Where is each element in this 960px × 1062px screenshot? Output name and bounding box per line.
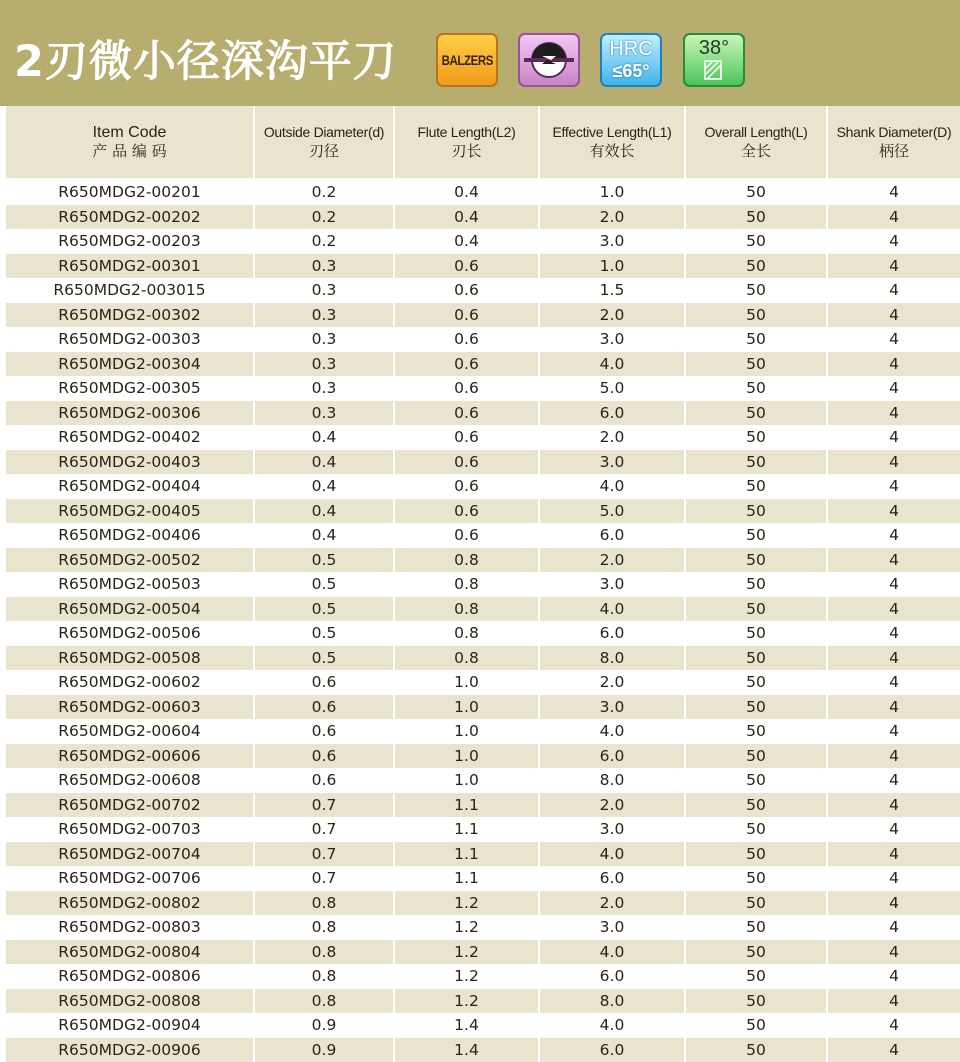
cell-flute-length: 0.4 xyxy=(393,229,538,254)
hardness-value: ≤65° xyxy=(602,60,660,82)
cell-shank-diameter: 4 xyxy=(826,670,960,695)
table-row xyxy=(0,866,960,891)
table-body xyxy=(0,180,960,1062)
cell-flute-length: 0.6 xyxy=(393,499,538,524)
cell-shank-diameter: 4 xyxy=(826,891,960,916)
cell-flute-length: 0.6 xyxy=(393,401,538,426)
cell-outside-diameter: 0.4 xyxy=(253,425,393,450)
cell-outside-diameter: 0.7 xyxy=(253,817,393,842)
cell-flute-length: 0.8 xyxy=(393,621,538,646)
table-row xyxy=(0,891,960,916)
column-header-en: Outside Diameter(d) xyxy=(255,123,393,142)
cell-effective-length: 5.0 xyxy=(538,376,684,401)
table-row xyxy=(0,401,960,426)
cell-flute-length: 0.6 xyxy=(393,523,538,548)
cell-outside-diameter: 0.8 xyxy=(253,989,393,1014)
cell-shank-diameter: 4 xyxy=(826,768,960,793)
cell-shank-diameter: 4 xyxy=(826,646,960,671)
cell-item-code: R650MDG2-00405 xyxy=(0,499,253,524)
table-row xyxy=(0,744,960,769)
column-header-en: Shank Diameter(D) xyxy=(828,123,960,142)
cell-overall-length: 50 xyxy=(684,1013,826,1038)
cell-shank-diameter: 4 xyxy=(826,278,960,303)
helix-angle-value: 38° xyxy=(685,37,743,59)
cell-flute-length: 1.0 xyxy=(393,744,538,769)
cell-shank-diameter: 4 xyxy=(826,695,960,720)
cell-outside-diameter: 0.5 xyxy=(253,597,393,622)
cell-outside-diameter: 0.6 xyxy=(253,719,393,744)
hardness-badge xyxy=(600,33,662,87)
table-row xyxy=(0,278,960,303)
cell-shank-diameter: 4 xyxy=(826,719,960,744)
cell-overall-length: 50 xyxy=(684,940,826,965)
cell-effective-length: 4.0 xyxy=(538,474,684,499)
cell-effective-length: 2.0 xyxy=(538,425,684,450)
cell-overall-length: 50 xyxy=(684,597,826,622)
table-row xyxy=(0,499,960,524)
table-header-row xyxy=(0,106,960,180)
cell-shank-diameter: 4 xyxy=(826,940,960,965)
cell-flute-length: 0.6 xyxy=(393,425,538,450)
cell-flute-length: 0.6 xyxy=(393,450,538,475)
cell-item-code: R650MDG2-00603 xyxy=(0,695,253,720)
table-row xyxy=(0,523,960,548)
cell-outside-diameter: 0.4 xyxy=(253,450,393,475)
cell-flute-length: 1.0 xyxy=(393,768,538,793)
table-row xyxy=(0,376,960,401)
cell-shank-diameter: 4 xyxy=(826,254,960,279)
cell-effective-length: 1.0 xyxy=(538,254,684,279)
column-header-cn: 有效长 xyxy=(540,142,684,161)
cell-overall-length: 50 xyxy=(684,278,826,303)
cell-effective-length: 3.0 xyxy=(538,450,684,475)
cell-shank-diameter: 4 xyxy=(826,744,960,769)
cell-shank-diameter: 4 xyxy=(826,499,960,524)
cell-overall-length: 50 xyxy=(684,866,826,891)
table-row xyxy=(0,842,960,867)
cell-overall-length: 50 xyxy=(684,474,826,499)
cell-overall-length: 50 xyxy=(684,376,826,401)
cell-shank-diameter: 4 xyxy=(826,352,960,377)
cell-outside-diameter: 0.5 xyxy=(253,646,393,671)
cell-item-code: R650MDG2-00506 xyxy=(0,621,253,646)
cell-outside-diameter: 0.3 xyxy=(253,352,393,377)
cell-flute-length: 0.8 xyxy=(393,548,538,573)
cell-flute-length: 1.1 xyxy=(393,866,538,891)
column-header-effective-length xyxy=(538,106,684,180)
table-row xyxy=(0,621,960,646)
cell-overall-length: 50 xyxy=(684,1038,826,1062)
cell-overall-length: 50 xyxy=(684,425,826,450)
table-row xyxy=(0,695,960,720)
table-row xyxy=(0,254,960,279)
helix-angle-icon xyxy=(685,35,743,85)
cell-outside-diameter: 0.7 xyxy=(253,842,393,867)
cell-effective-length: 4.0 xyxy=(538,842,684,867)
column-header-en: Overall Length(L) xyxy=(686,123,826,142)
cell-overall-length: 50 xyxy=(684,842,826,867)
cell-effective-length: 6.0 xyxy=(538,964,684,989)
helix-angle-badge xyxy=(683,33,745,87)
column-header-cn: 刃长 xyxy=(395,142,538,161)
cell-item-code: R650MDG2-00702 xyxy=(0,793,253,818)
cell-item-code: R650MDG2-00704 xyxy=(0,842,253,867)
cell-shank-diameter: 4 xyxy=(826,401,960,426)
cell-shank-diameter: 4 xyxy=(826,548,960,573)
cell-flute-length: 0.6 xyxy=(393,474,538,499)
cell-overall-length: 50 xyxy=(684,229,826,254)
cell-effective-length: 2.0 xyxy=(538,670,684,695)
cell-effective-length: 4.0 xyxy=(538,597,684,622)
cell-effective-length: 4.0 xyxy=(538,352,684,377)
column-header-flute-length xyxy=(393,106,538,180)
cell-flute-length: 1.0 xyxy=(393,719,538,744)
cell-effective-length: 6.0 xyxy=(538,1038,684,1062)
cell-shank-diameter: 4 xyxy=(826,303,960,328)
table-row xyxy=(0,474,960,499)
cell-outside-diameter: 0.5 xyxy=(253,572,393,597)
column-header-en: Effective Length(L1) xyxy=(540,123,684,142)
cell-overall-length: 50 xyxy=(684,450,826,475)
table-row xyxy=(0,597,960,622)
cell-shank-diameter: 4 xyxy=(826,523,960,548)
cell-outside-diameter: 0.8 xyxy=(253,915,393,940)
cell-shank-diameter: 4 xyxy=(826,205,960,230)
cell-effective-length: 6.0 xyxy=(538,401,684,426)
cell-outside-diameter: 0.3 xyxy=(253,376,393,401)
cell-item-code: R650MDG2-00301 xyxy=(0,254,253,279)
cell-flute-length: 1.2 xyxy=(393,964,538,989)
product-spec-table xyxy=(0,106,960,1062)
cell-flute-length: 0.6 xyxy=(393,278,538,303)
cell-outside-diameter: 0.7 xyxy=(253,866,393,891)
cell-flute-length: 1.4 xyxy=(393,1038,538,1062)
table-row xyxy=(0,1013,960,1038)
flat-end-mill-badge xyxy=(518,33,580,87)
cell-flute-length: 1.0 xyxy=(393,695,538,720)
cell-flute-length: 1.0 xyxy=(393,670,538,695)
table-row xyxy=(0,572,960,597)
cell-outside-diameter: 0.9 xyxy=(253,1038,393,1062)
column-header-cn: 全长 xyxy=(686,142,826,161)
cell-item-code: R650MDG2-00604 xyxy=(0,719,253,744)
cell-item-code: R650MDG2-00503 xyxy=(0,572,253,597)
cell-effective-length: 2.0 xyxy=(538,793,684,818)
cell-effective-length: 2.0 xyxy=(538,548,684,573)
table-row xyxy=(0,303,960,328)
table-row xyxy=(0,180,960,205)
cell-outside-diameter: 0.3 xyxy=(253,278,393,303)
cell-shank-diameter: 4 xyxy=(826,327,960,352)
cell-overall-length: 50 xyxy=(684,989,826,1014)
column-header-item-code xyxy=(0,106,253,180)
cell-item-code: R650MDG2-00303 xyxy=(0,327,253,352)
cell-item-code: R650MDG2-00804 xyxy=(0,940,253,965)
table-row xyxy=(0,964,960,989)
table-row xyxy=(0,327,960,352)
cell-overall-length: 50 xyxy=(684,523,826,548)
cell-flute-length: 1.2 xyxy=(393,915,538,940)
cell-overall-length: 50 xyxy=(684,646,826,671)
cell-item-code: R650MDG2-00703 xyxy=(0,817,253,842)
table-row xyxy=(0,719,960,744)
cell-effective-length: 3.0 xyxy=(538,229,684,254)
cell-shank-diameter: 4 xyxy=(826,597,960,622)
cell-outside-diameter: 0.4 xyxy=(253,499,393,524)
cell-flute-length: 0.8 xyxy=(393,597,538,622)
cell-shank-diameter: 4 xyxy=(826,425,960,450)
cell-item-code: R650MDG2-00406 xyxy=(0,523,253,548)
cell-item-code: R650MDG2-00808 xyxy=(0,989,253,1014)
cell-shank-diameter: 4 xyxy=(826,793,960,818)
cell-item-code: R650MDG2-00304 xyxy=(0,352,253,377)
cell-shank-diameter: 4 xyxy=(826,572,960,597)
cell-shank-diameter: 4 xyxy=(826,989,960,1014)
cell-item-code: R650MDG2-00803 xyxy=(0,915,253,940)
table-row xyxy=(0,450,960,475)
cell-shank-diameter: 4 xyxy=(826,376,960,401)
cell-outside-diameter: 0.4 xyxy=(253,523,393,548)
cell-effective-length: 3.0 xyxy=(538,695,684,720)
cell-item-code: R650MDG2-00606 xyxy=(0,744,253,769)
cell-flute-length: 0.4 xyxy=(393,180,538,205)
cell-effective-length: 6.0 xyxy=(538,744,684,769)
cell-flute-length: 0.8 xyxy=(393,646,538,671)
cell-overall-length: 50 xyxy=(684,915,826,940)
cell-flute-length: 1.1 xyxy=(393,793,538,818)
cell-item-code: R650MDG2-00202 xyxy=(0,205,253,230)
cell-overall-length: 50 xyxy=(684,327,826,352)
column-header-cn: 柄径 xyxy=(828,142,960,161)
table-row xyxy=(0,768,960,793)
column-header-shank-diameter xyxy=(826,106,960,180)
cell-flute-length: 1.2 xyxy=(393,940,538,965)
cell-item-code: R650MDG2-00802 xyxy=(0,891,253,916)
cell-effective-length: 1.0 xyxy=(538,180,684,205)
cell-overall-length: 50 xyxy=(684,817,826,842)
cell-shank-diameter: 4 xyxy=(826,866,960,891)
hardness-label: HRC xyxy=(602,38,660,60)
cell-overall-length: 50 xyxy=(684,303,826,328)
cell-item-code: R650MDG2-00706 xyxy=(0,866,253,891)
cell-overall-length: 50 xyxy=(684,891,826,916)
cell-outside-diameter: 0.4 xyxy=(253,474,393,499)
table-row xyxy=(0,646,960,671)
balzers-coating-badge xyxy=(436,33,498,87)
cell-item-code: R650MDG2-00904 xyxy=(0,1013,253,1038)
cell-shank-diameter: 4 xyxy=(826,817,960,842)
cell-outside-diameter: 0.8 xyxy=(253,891,393,916)
table-row xyxy=(0,670,960,695)
cell-overall-length: 50 xyxy=(684,254,826,279)
page-title: 2刃微小径深沟平刀 xyxy=(14,36,397,88)
cell-effective-length: 8.0 xyxy=(538,768,684,793)
cell-overall-length: 50 xyxy=(684,719,826,744)
column-header-outside-diameter xyxy=(253,106,393,180)
balzers-label: BALZERS xyxy=(441,52,492,68)
flat-end-mill-icon xyxy=(520,35,578,85)
cell-effective-length: 2.0 xyxy=(538,891,684,916)
cell-effective-length: 2.0 xyxy=(538,205,684,230)
cell-item-code: R650MDG2-00906 xyxy=(0,1038,253,1062)
cell-shank-diameter: 4 xyxy=(826,450,960,475)
cell-shank-diameter: 4 xyxy=(826,1013,960,1038)
cell-item-code: R650MDG2-00403 xyxy=(0,450,253,475)
cell-overall-length: 50 xyxy=(684,499,826,524)
cell-flute-length: 0.4 xyxy=(393,205,538,230)
cell-effective-length: 6.0 xyxy=(538,523,684,548)
cell-flute-length: 0.6 xyxy=(393,303,538,328)
column-header-cn: 产 品 编 码 xyxy=(6,142,253,161)
table-row xyxy=(0,425,960,450)
cell-overall-length: 50 xyxy=(684,621,826,646)
cell-outside-diameter: 0.6 xyxy=(253,695,393,720)
cell-outside-diameter: 0.6 xyxy=(253,768,393,793)
cell-effective-length: 8.0 xyxy=(538,989,684,1014)
cell-outside-diameter: 0.9 xyxy=(253,1013,393,1038)
cell-overall-length: 50 xyxy=(684,548,826,573)
cell-shank-diameter: 4 xyxy=(826,180,960,205)
cell-item-code: R650MDG2-00201 xyxy=(0,180,253,205)
cell-flute-length: 0.6 xyxy=(393,254,538,279)
cell-item-code: R650MDG2-00608 xyxy=(0,768,253,793)
cell-outside-diameter: 0.2 xyxy=(253,229,393,254)
cell-effective-length: 8.0 xyxy=(538,646,684,671)
table-row xyxy=(0,352,960,377)
cell-overall-length: 50 xyxy=(684,205,826,230)
cell-overall-length: 50 xyxy=(684,572,826,597)
cell-item-code: R650MDG2-00502 xyxy=(0,548,253,573)
cell-outside-diameter: 0.3 xyxy=(253,303,393,328)
column-header-en: Item Code xyxy=(6,123,253,142)
cell-shank-diameter: 4 xyxy=(826,474,960,499)
cell-effective-length: 1.5 xyxy=(538,278,684,303)
cell-item-code: R650MDG2-00602 xyxy=(0,670,253,695)
cell-outside-diameter: 0.8 xyxy=(253,964,393,989)
cell-flute-length: 0.6 xyxy=(393,327,538,352)
cell-effective-length: 3.0 xyxy=(538,817,684,842)
cell-item-code: R650MDG2-00203 xyxy=(0,229,253,254)
cell-flute-length: 1.2 xyxy=(393,989,538,1014)
cell-item-code: R650MDG2-00508 xyxy=(0,646,253,671)
cell-overall-length: 50 xyxy=(684,401,826,426)
table-row xyxy=(0,548,960,573)
cell-overall-length: 50 xyxy=(684,352,826,377)
column-header-en: Flute Length(L2) xyxy=(395,123,538,142)
column-header-overall-length xyxy=(684,106,826,180)
cell-shank-diameter: 4 xyxy=(826,229,960,254)
table-row xyxy=(0,989,960,1014)
cell-outside-diameter: 0.6 xyxy=(253,744,393,769)
cell-flute-length: 0.6 xyxy=(393,352,538,377)
header-band xyxy=(0,0,960,106)
cell-flute-length: 0.8 xyxy=(393,572,538,597)
cell-flute-length: 1.4 xyxy=(393,1013,538,1038)
cell-overall-length: 50 xyxy=(684,964,826,989)
cell-item-code: R650MDG2-00402 xyxy=(0,425,253,450)
cell-effective-length: 3.0 xyxy=(538,327,684,352)
table-row xyxy=(0,1038,960,1062)
cell-outside-diameter: 0.2 xyxy=(253,205,393,230)
cell-overall-length: 50 xyxy=(684,768,826,793)
table-row xyxy=(0,229,960,254)
cell-outside-diameter: 0.7 xyxy=(253,793,393,818)
cell-flute-length: 1.1 xyxy=(393,817,538,842)
cell-outside-diameter: 0.3 xyxy=(253,401,393,426)
table-row xyxy=(0,205,960,230)
cell-effective-length: 5.0 xyxy=(538,499,684,524)
column-header-cn: 刃径 xyxy=(255,142,393,161)
cell-item-code: R650MDG2-00302 xyxy=(0,303,253,328)
cell-effective-length: 4.0 xyxy=(538,719,684,744)
cell-effective-length: 6.0 xyxy=(538,866,684,891)
cell-overall-length: 50 xyxy=(684,744,826,769)
cell-item-code: R650MDG2-00504 xyxy=(0,597,253,622)
cell-shank-diameter: 4 xyxy=(826,1038,960,1062)
cell-outside-diameter: 0.5 xyxy=(253,621,393,646)
cell-shank-diameter: 4 xyxy=(826,621,960,646)
cell-flute-length: 1.2 xyxy=(393,891,538,916)
cell-effective-length: 6.0 xyxy=(538,621,684,646)
cell-flute-length: 1.1 xyxy=(393,842,538,867)
cell-item-code: R650MDG2-00404 xyxy=(0,474,253,499)
cell-item-code: R650MDG2-003015 xyxy=(0,278,253,303)
cell-effective-length: 2.0 xyxy=(538,303,684,328)
table-row xyxy=(0,793,960,818)
cell-outside-diameter: 0.5 xyxy=(253,548,393,573)
cell-flute-length: 0.6 xyxy=(393,376,538,401)
cell-shank-diameter: 4 xyxy=(826,964,960,989)
cell-overall-length: 50 xyxy=(684,695,826,720)
cell-outside-diameter: 0.6 xyxy=(253,670,393,695)
table-row xyxy=(0,915,960,940)
cell-shank-diameter: 4 xyxy=(826,915,960,940)
table-row xyxy=(0,817,960,842)
cell-outside-diameter: 0.3 xyxy=(253,327,393,352)
cell-item-code: R650MDG2-00306 xyxy=(0,401,253,426)
cell-outside-diameter: 0.8 xyxy=(253,940,393,965)
cell-effective-length: 4.0 xyxy=(538,1013,684,1038)
cell-effective-length: 3.0 xyxy=(538,915,684,940)
cell-shank-diameter: 4 xyxy=(826,842,960,867)
cell-overall-length: 50 xyxy=(684,793,826,818)
cell-overall-length: 50 xyxy=(684,180,826,205)
cell-item-code: R650MDG2-00305 xyxy=(0,376,253,401)
cell-effective-length: 4.0 xyxy=(538,940,684,965)
cell-outside-diameter: 0.2 xyxy=(253,180,393,205)
table-row xyxy=(0,940,960,965)
cell-outside-diameter: 0.3 xyxy=(253,254,393,279)
cell-overall-length: 50 xyxy=(684,670,826,695)
cell-item-code: R650MDG2-00806 xyxy=(0,964,253,989)
cell-effective-length: 3.0 xyxy=(538,572,684,597)
